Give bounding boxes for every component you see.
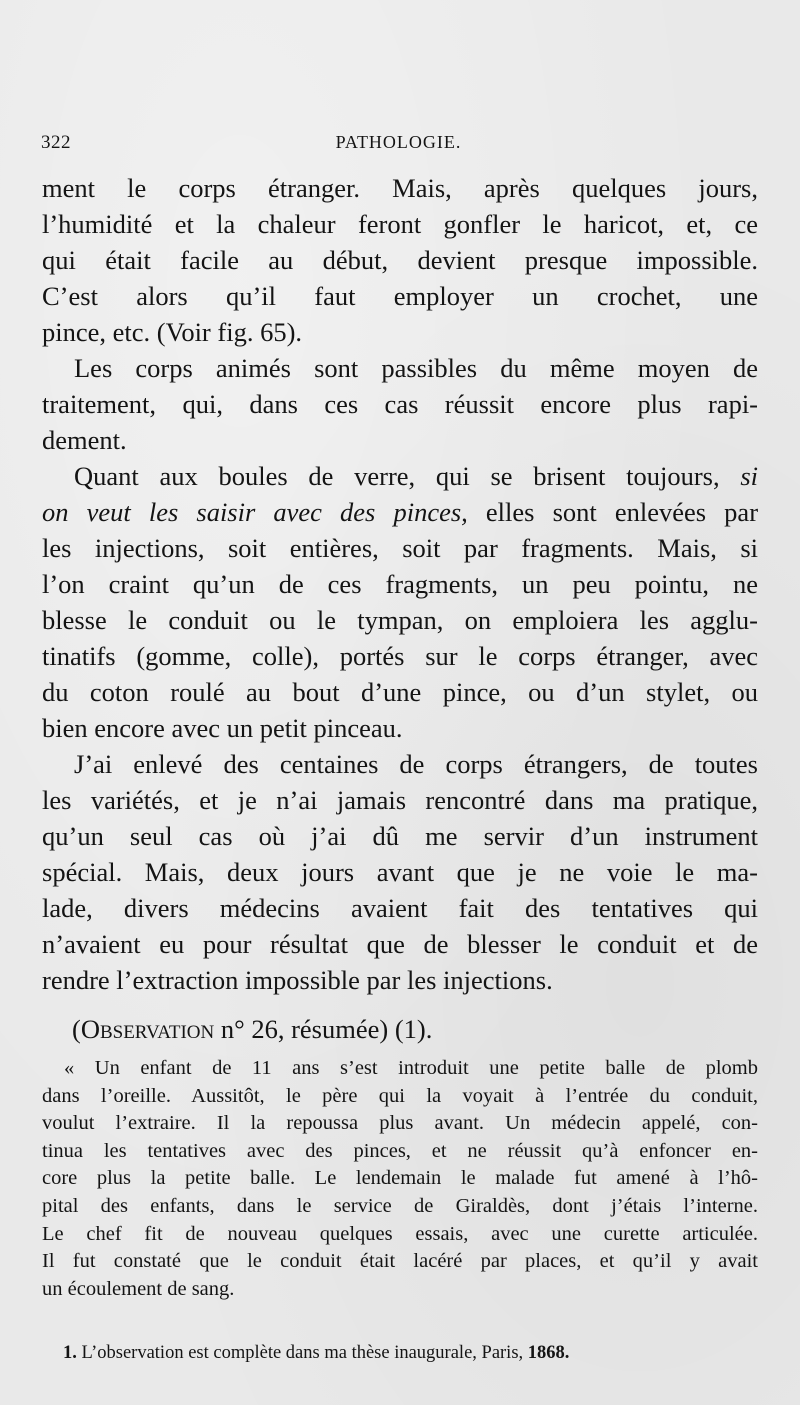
- text-line: l’on craint qu’un de ces fragments, un peu pointu, ne: [42, 569, 758, 599]
- italic-run: si: [740, 461, 758, 491]
- text-line: rendre l’extraction impossible par les injections.: [42, 965, 553, 995]
- body-text: [42, 170, 758, 998]
- text-line: spécial. Mais, deux jours avant que je ne voie le ma-: [42, 857, 758, 887]
- text-line: les variétés, et je n’ai jamais rencontré dans ma pratique,: [42, 785, 758, 815]
- running-title: PATHOLOGIE.: [335, 132, 462, 152]
- paragraph-1: [42, 170, 758, 350]
- text-run: Quant aux boules de verre, qui se brisent toujours,: [74, 461, 720, 491]
- text-line: du coton roulé au bout d’une pince, ou d’un stylet, ou: [42, 677, 758, 707]
- footnote-text: L’observation est complète dans ma thèse inaugurale, Paris,: [81, 1343, 524, 1363]
- text-line: n’avaient eu pour résultat que de blesser le conduit et de: [42, 929, 758, 959]
- observation-label: Observation: [80, 1014, 215, 1044]
- text-line: C’est alors qu’il faut employer un crochet, une: [42, 281, 758, 311]
- text-line: ment le corps étranger. Mais, après quelques jours,: [42, 173, 758, 203]
- observation-number: n° 26, résumée) (1).: [220, 1014, 433, 1044]
- text-line: blesse le conduit ou le tympan, on emploiera les agglu-: [42, 605, 758, 635]
- text-line: tinatifs (gomme, colle), portés sur le corps étranger, avec: [42, 641, 758, 671]
- footnote: [63, 1340, 743, 1366]
- text-line: les injections, soit entières, soit par fragments. Mais, si: [42, 533, 758, 563]
- page-number: 322: [41, 132, 71, 153]
- text-line: [42, 494, 758, 530]
- text-run: elles sont enlevées par: [485, 497, 758, 527]
- observation-open-paren: (: [72, 1014, 81, 1044]
- footnote-number: 1.: [63, 1343, 77, 1363]
- quote-line: un écoulement de sang.: [42, 1277, 235, 1300]
- italic-run: on veut les saisir avec des pinces,: [42, 497, 468, 527]
- text-line: pince, etc. (Voir fig. 65).: [42, 317, 303, 347]
- observation-quote: [42, 1055, 758, 1303]
- text-line: l’humidité et la chaleur feront gonfler le haricot, et, ce: [42, 209, 758, 239]
- text-line: [42, 458, 758, 494]
- text-line: Les corps animés sont passibles du même moyen de: [74, 353, 758, 383]
- text-line: traitement, qui, dans ces cas réussit encore plus rapi-: [42, 389, 758, 419]
- quote-line: voulut l’extraire. Il la repoussa plus avant. Un médecin appelé, con-: [42, 1112, 758, 1135]
- text-line: J’ai enlevé des centaines de corps étrangers, de toutes: [74, 749, 758, 779]
- quote-line: « Un enfant de 11 ans s’est introduit une petite balle de plomb: [64, 1057, 758, 1079]
- text-line: lade, divers médecins avaient fait des tentatives qui: [42, 893, 758, 923]
- paragraph-3: [42, 458, 758, 746]
- text-line: dement.: [42, 425, 127, 455]
- text-line: bien encore avec un petit pinceau.: [42, 713, 403, 743]
- text-line: qu’un seul cas où j’ai dû me servir d’un instrument: [42, 821, 758, 851]
- paragraph-2: [42, 350, 758, 458]
- quote-line: dans l’oreille. Aussitôt, le père qui la voyait à l’entrée du conduit,: [42, 1084, 758, 1107]
- paragraph-4: [42, 746, 758, 998]
- quote-line: Il fut constaté que le conduit était lacéré par places, et qu’il y avait: [42, 1250, 758, 1273]
- quote-line: tinua les tentatives avec des pinces, et ne réussit qu’à enfoncer en-: [42, 1139, 758, 1162]
- running-head: [41, 132, 756, 158]
- quote-line: core plus la petite balle. Le lendemain le malade fut amené à l’hô-: [42, 1167, 758, 1190]
- footnote-year: 1868.: [527, 1343, 570, 1363]
- text-line: qui était facile au début, devient presque impossible.: [42, 245, 758, 275]
- quote-line: pital des enfants, dans le service de Giraldès, dont j’étais l’interne.: [42, 1194, 758, 1217]
- quote-line: Le chef fit de nouveau quelques essais, avec une curette articulée.: [42, 1222, 758, 1245]
- observation-heading: [72, 1012, 432, 1046]
